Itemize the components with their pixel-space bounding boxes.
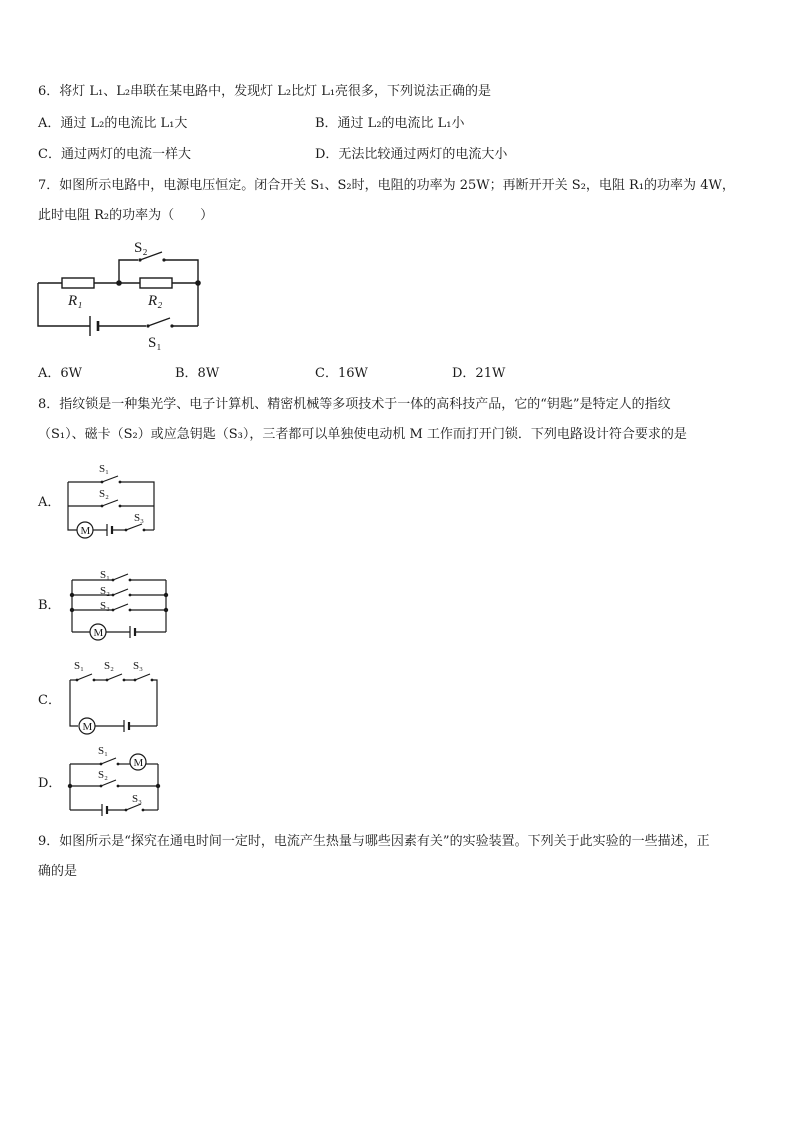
q7-label-r1: R₁ — [68, 293, 83, 309]
q8-c-motor-label: M — [82, 721, 93, 733]
q8-option-b-circuit — [62, 566, 187, 646]
q9-stem-line1: 9．如图所示是“探究在通电时间一定时，电流产生热量与哪些因素有关”的实验装置。下列关于此实验的一些描述，正 — [38, 834, 710, 849]
q6-option-d: D．无法比较通过两灯的电流大小 — [315, 147, 508, 162]
q7-circuit-diagram — [30, 232, 210, 352]
q6-stem: 6．将灯 L₁、L₂串联在某电路中，发现灯 L₂比灯 L₁亮很多，下列说法正确的是 — [38, 84, 492, 99]
q9-stem-line2: 确的是 — [38, 864, 78, 879]
q8-option-a-circuit — [62, 460, 187, 545]
q6-option-b: B．通过 L₂的电流比 L₁小 — [315, 116, 465, 131]
q6-option-a: A．通过 L₂的电流比 L₁大 — [38, 116, 188, 131]
q7-label-s1: S₁ — [148, 335, 162, 351]
q8-option-c-circuit — [62, 656, 187, 741]
q8-option-b-label: B． — [38, 598, 61, 613]
q8-d-s3-label: S₃ — [132, 793, 142, 805]
q8-d-motor-label: M — [133, 757, 144, 769]
q8-option-d-circuit — [62, 742, 187, 822]
q8-stem-line2: （S₁）、磁卡（S₂）或应急钥匙（S₃），三者都可以单独使电动机 M 工作而打开门锁．下列电路设计符合要求的是 — [38, 427, 687, 442]
q7-option-b: B．8W — [175, 366, 220, 381]
q7-stem-line2: 此时电阻 R₂的功率为（ ） — [38, 208, 214, 223]
q7-option-d: D．21W — [452, 366, 506, 381]
q8-b-s2-label: S₂ — [100, 585, 110, 597]
q7-stem-line1: 7．如图所示电路中，电源电压恒定。闭合开关 S₁、S₂时，电阻的功率为 25W；再断开开关 S₂，电阻 R₁的功率为 4W， — [38, 178, 735, 193]
q8-a-s1-label: S₁ — [99, 463, 109, 475]
q7-option-c: C．16W — [315, 366, 368, 381]
q8-c-s2-label: S₂ — [104, 660, 114, 672]
q8-b-s1-label: S₁ — [100, 569, 110, 581]
q7-option-a: A．6W — [38, 366, 83, 381]
q7-label-r2: R₂ — [148, 293, 163, 309]
q8-c-s3-label: S₃ — [133, 660, 143, 672]
q8-d-s2-label: S₂ — [98, 769, 108, 781]
q8-b-s3-label: S₃ — [100, 600, 110, 612]
q8-option-a-label: A． — [38, 495, 61, 510]
q6-option-c: C．通过两灯的电流一样大 — [38, 147, 191, 162]
q7-label-s2: S₂ — [134, 240, 148, 256]
q8-c-s1-label: S₁ — [74, 660, 84, 672]
q8-a-motor-label: M — [80, 525, 91, 537]
q8-a-s2-label: S₂ — [99, 488, 109, 500]
q8-d-s1-label: S₁ — [98, 745, 108, 757]
q8-b-motor-label: M — [93, 627, 104, 639]
q8-option-d-label: D． — [38, 776, 62, 791]
q8-option-c-label: C． — [38, 693, 61, 708]
q8-a-s3-label: S₃ — [134, 512, 144, 524]
q8-stem-line1: 8．指纹锁是一种集光学、电子计算机、精密机械等多项技术于一体的高科技产品，它的“钥匙”是特定人的指纹 — [38, 397, 671, 412]
